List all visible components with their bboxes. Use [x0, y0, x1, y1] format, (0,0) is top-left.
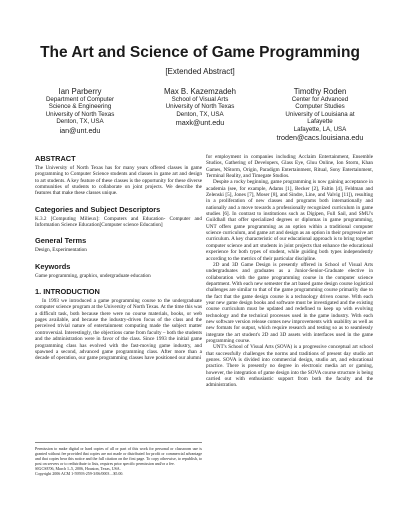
author-email: troden@cacs.louisiana.edu: [276, 133, 364, 143]
general-terms-heading: General Terms: [35, 236, 87, 246]
author-email: maxk@unt.edu: [175, 118, 225, 128]
author-affiliation-line: University of North Texas: [45, 110, 115, 118]
author-affiliation-line: Department of Computer: [45, 96, 115, 103]
introduction-text: In 1993 we introduced a game programming course to the undergraduate computer science program at the University of North Texas. At the time this was a difficult task, both because there were no course materials, books, or web pages available, and because the industry-driven focus of the class and the perceived trivial nature of entertainment computing made the subject matter controversial. Interestingly, the objections came from faculty – both the students and the administration were in favor of the class. Since 1993 the initial game programming class has evolved with the fast-moving game industry, and spawned a second, advanced game programming class. After more than a decade of operation, our game programming classes have positioned our alumni: [35, 298, 202, 362]
copyright-line: Copyright 2006 ACM 1-59593-259-3/06/0003 ...$5.00.: [35, 471, 124, 476]
author-affiliation-line: School of Visual Arts: [171, 96, 229, 103]
author-email: ian@unt.edu: [59, 125, 101, 135]
author-name: Ian Parberry: [58, 87, 102, 96]
author-affiliation-line: Denton, TX, USA: [56, 118, 104, 126]
author-affiliation-line: University of North Texas: [165, 103, 235, 111]
body-paragraph: UNT's School of Visual Arts (SOVA) is a progressive conceptual art school that successfully challenges the norms and traditions of present day studio art genres. SOVA is divided into commercial design, studio art, and educational practice. There is presently no degree in electronic media art or gaming, however, the integration of game design into the SOVA course structure is being carried out with enthusiastic support from both the faculty and the administration.: [206, 344, 373, 389]
author-name: Max B. Kazemzadeh: [164, 87, 236, 96]
keywords-text: Game programming, graphics, undergraduate education: [35, 272, 151, 279]
introduction-heading: 1. INTRODUCTION: [35, 287, 100, 297]
copyright-line: Permission to make digital or hard copies of all or part of this work for personal or classroom use is granted without fee provided that copies are not made or distributed for profit or commercial advantage and that copies bear this notice and the full citation on the first page. To copy otherwise, to republish, to post on servers or to redistribute to lists, requires prior specific permission and/or a fee.: [35, 446, 202, 466]
body-paragraph: 2D and 3D Game Design is presently offered in School of Visual Arts undergraduates and graduates as a Junior-Senior-Graduate elective in collaboration with the game programming course in the computer science department. With each new semester the art based game design course logistical challenges are similar to that of the game programming course primarily due to the fact that the game design course is a technology driven course. With each year new game design books and software must be investigated and the existing course curriculum must be updated and redefined to keep up with evolving technology and the technical processes used in the game industry. With each new software version release comes new improvements with usability as well as new formats for output, which require research and testing so as to seamlessly integrate the art student's 2D and 3D assets with interfaces used in the game programming course.: [206, 261, 373, 344]
author-block: [145, 87, 255, 127]
author-affiliation-line: Center for Advanced: [291, 96, 349, 103]
author-affiliation-line: Lafayette: [307, 118, 333, 126]
author-affiliation-line: Lafayette, LA, USA: [293, 125, 347, 133]
abstract-text: The University of North Texas has for many years offered classes in game programming to Computer Science students and classes in game art and design to art students. A key feature of these classes is the opportunity for these diverse communities of students to collaborate on joint projects. We describe the features that make these classes unique.: [35, 165, 202, 197]
left-column: [35, 154, 202, 362]
author-block: [25, 87, 135, 135]
abstract-heading: ABSTRACT: [35, 154, 76, 163]
paper-subtitle: [Extended Abstract]: [165, 67, 235, 76]
author-affiliation-line: University of Louisiana at: [285, 110, 355, 118]
body-paragraph: for employment in companies including Acclaim Entertainment, Ensemble Studios, Gathering of Developers, Glass Eye, Gluu Online, Ion Storm, Khan Games, NStorm, Origin, Paradigm Entertainment, Ritual, Sony Entertainment, Terminal Reality, and Timegate Studios.: [206, 154, 373, 180]
paper-title: The Art and Science of Game Programming: [40, 44, 360, 61]
author-affiliation-line: Denton, TX, USA: [176, 110, 224, 118]
author-block: [265, 87, 375, 142]
copyright-notice: [35, 442, 202, 476]
author-affiliation-line: Computer Studies: [295, 103, 345, 111]
keywords-heading: Keywords: [35, 261, 71, 271]
categories-text: K.3.2 [Computing Milieux]: Computers and Education- Computer and Information Science Education[Computer science Education]: [35, 215, 202, 229]
general-terms-text: Design, Experimentation: [35, 247, 87, 254]
categories-heading: Categories and Subject Descriptors: [35, 204, 161, 214]
author-name: Timothy Roden: [293, 87, 347, 96]
copyright-line: SIGCSE'06, March 1–5, 2006, Houston, Texas, USA.: [35, 466, 121, 471]
body-paragraph: Despite a rocky beginning, game programming is now gaining acceptance in academia (see, for example, Adams [1], Becker [2], Faltin [4], Feldman and Zelenski [5], Jones [7], Moser [8], and Sindre, Line, and Valvig [11]), resulting in a proliferation of new classes and programs both internationally and nationally and a move towards a professionally recognized curriculum in game studies [6]. In contrast to institutions such as Digipen, Full Sail, and SMU's Guildhall that offer specialized degrees or diplomas in game programming, UNT offers game programming as an option within a traditional computer science curriculum, and game art and design as an option in their progressive art curriculum. A key characteristic of our educational approach is to bring together computer science and art students in joint projects that enhance the educational experience for both types of student, while guiding both types independently according to the metrics of their particular discipline.: [206, 179, 373, 262]
right-column: [206, 154, 373, 389]
author-affiliation-line: Science & Engineering: [48, 103, 112, 111]
